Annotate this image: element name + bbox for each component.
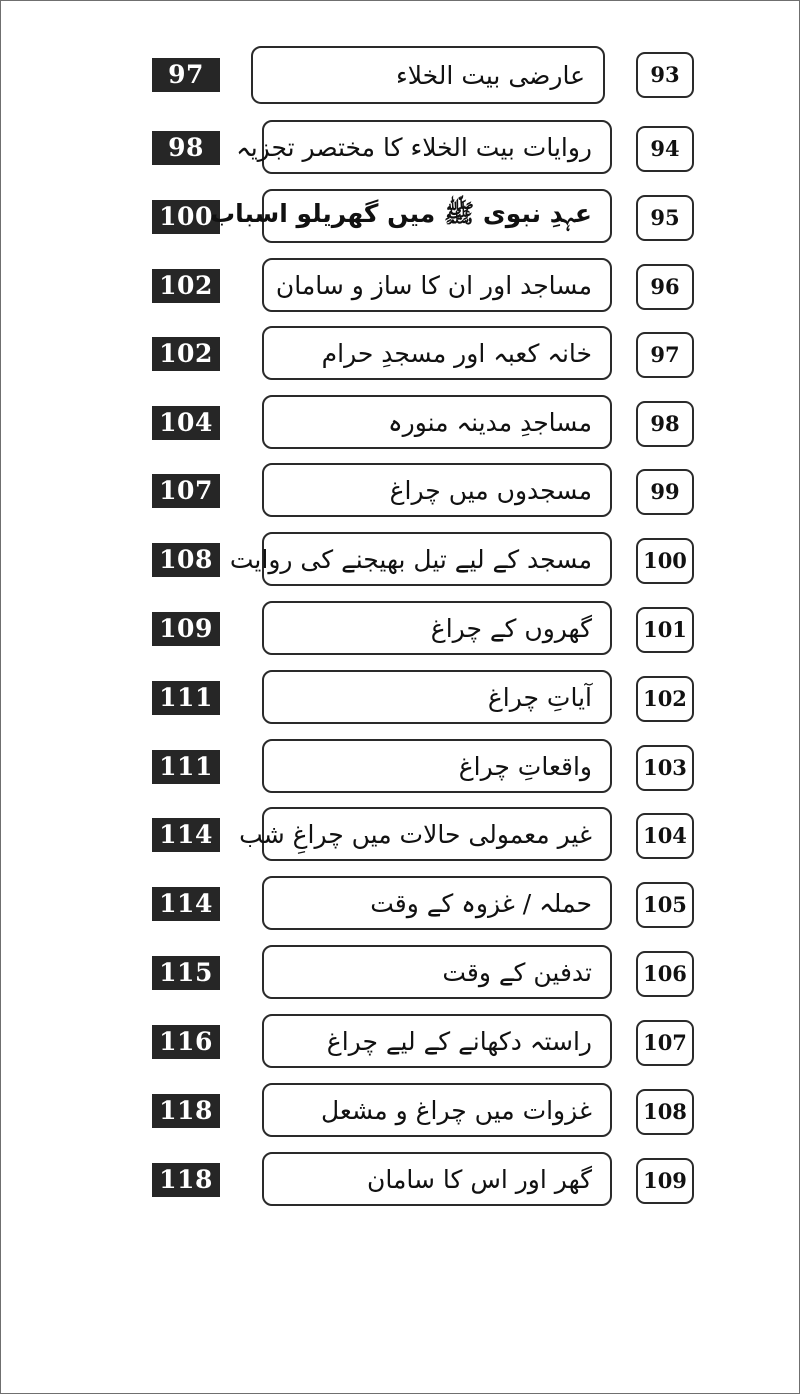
page-number-badge: 109 [152, 612, 220, 646]
entry-index: 94 [636, 126, 694, 172]
entry-title-box [262, 258, 612, 312]
entry-index: 98 [636, 401, 694, 447]
entry-title: مساجدِ مدینہ منورہ [387, 407, 592, 437]
entry-title: مسجد کے لیے تیل بھیجنے کی روایت [229, 544, 592, 574]
entry-index: 102 [636, 676, 694, 722]
entry-title-box [262, 670, 612, 724]
toc-row[interactable] [0, 118, 800, 178]
entry-title-box [262, 876, 612, 930]
entry-index: 104 [636, 813, 694, 859]
entry-title-box [262, 601, 612, 655]
entry-title-box [262, 1083, 612, 1137]
toc-row[interactable] [0, 324, 800, 384]
page-number-badge: 114 [152, 887, 220, 921]
entry-index: 108 [636, 1089, 694, 1135]
toc-row[interactable] [0, 874, 800, 934]
entry-index: 106 [636, 951, 694, 997]
entry-title-box [262, 463, 612, 517]
entry-title-box [236, 120, 612, 174]
page-number-badge: 118 [152, 1094, 220, 1128]
entry-index: 97 [636, 332, 694, 378]
toc-row[interactable] [0, 1081, 800, 1141]
entry-title-box [239, 807, 612, 861]
entry-title: آیاتِ چراغ [487, 682, 592, 712]
toc-row[interactable] [0, 1150, 800, 1210]
entry-index: 96 [636, 264, 694, 310]
entry-index: 93 [636, 52, 694, 98]
entry-index: 107 [636, 1020, 694, 1066]
page-number-badge: 97 [152, 58, 220, 92]
entry-title-box [209, 189, 612, 243]
entry-index: 105 [636, 882, 694, 928]
entry-title-box [251, 46, 605, 104]
entry-title: مساجد اور ان کا ساز و سامان [275, 270, 592, 300]
entry-title: حملہ / غزوہ کے وقت [370, 888, 592, 918]
toc-row[interactable] [0, 805, 800, 865]
entry-title-box [262, 1014, 612, 1068]
entry-index: 95 [636, 195, 694, 241]
page-number-badge: 100 [152, 200, 220, 234]
page-number-badge: 98 [152, 131, 220, 165]
entry-title-box [262, 395, 612, 449]
page-number-badge: 116 [152, 1025, 220, 1059]
entry-title: گھر اور اس کا سامان [366, 1164, 592, 1194]
toc-row[interactable] [0, 943, 800, 1003]
toc-row[interactable] [0, 668, 800, 728]
entry-title: عہدِ نبوی ﷺ میں گھریلو اسباب [209, 198, 592, 228]
page-number-badge: 111 [152, 750, 220, 784]
entry-title-box [262, 739, 612, 793]
page-number-badge: 114 [152, 818, 220, 852]
toc-row[interactable] [0, 737, 800, 797]
entry-title: غزوات میں چراغ و مشعل [320, 1095, 592, 1125]
toc-row[interactable] [0, 256, 800, 316]
entry-title: خانہ کعبہ اور مسجدِ حرام [321, 338, 592, 368]
entry-index: 101 [636, 607, 694, 653]
page-number-badge: 111 [152, 681, 220, 715]
entry-title: عارضی بیت الخلاء [396, 60, 585, 90]
entry-index: 109 [636, 1158, 694, 1204]
toc-row[interactable] [0, 393, 800, 453]
page-number-badge: 102 [152, 337, 220, 371]
page-number-badge: 107 [152, 474, 220, 508]
toc-row[interactable] [0, 530, 800, 590]
entry-title: غیر معمولی حالات میں چراغِ شب [239, 819, 592, 849]
toc-row[interactable] [0, 187, 800, 247]
page-number-badge: 104 [152, 406, 220, 440]
entry-title-box [262, 945, 612, 999]
entry-title: گھروں کے چراغ [430, 613, 592, 643]
entry-index: 103 [636, 745, 694, 791]
entry-title: واقعاتِ چراغ [458, 751, 592, 781]
toc-row[interactable] [0, 599, 800, 659]
toc-row[interactable] [0, 461, 800, 521]
page-number-badge: 118 [152, 1163, 220, 1197]
entry-title-box [262, 1152, 612, 1206]
entry-title: روایات بیت الخلاء کا مختصر تجزیہ [236, 132, 592, 162]
toc-row[interactable] [0, 1012, 800, 1072]
entry-title: راستہ دکھانے کے لیے چراغ [326, 1026, 592, 1056]
page-number-badge: 108 [152, 543, 220, 577]
entry-title: مسجدوں میں چراغ [389, 475, 592, 505]
page-number-badge: 102 [152, 269, 220, 303]
entry-index: 99 [636, 469, 694, 515]
entry-index: 100 [636, 538, 694, 584]
entry-title-box [229, 532, 612, 586]
page-number-badge: 115 [152, 956, 220, 990]
entry-title-box [262, 326, 612, 380]
toc-row[interactable] [0, 46, 800, 106]
entry-title: تدفین کے وقت [442, 957, 592, 987]
